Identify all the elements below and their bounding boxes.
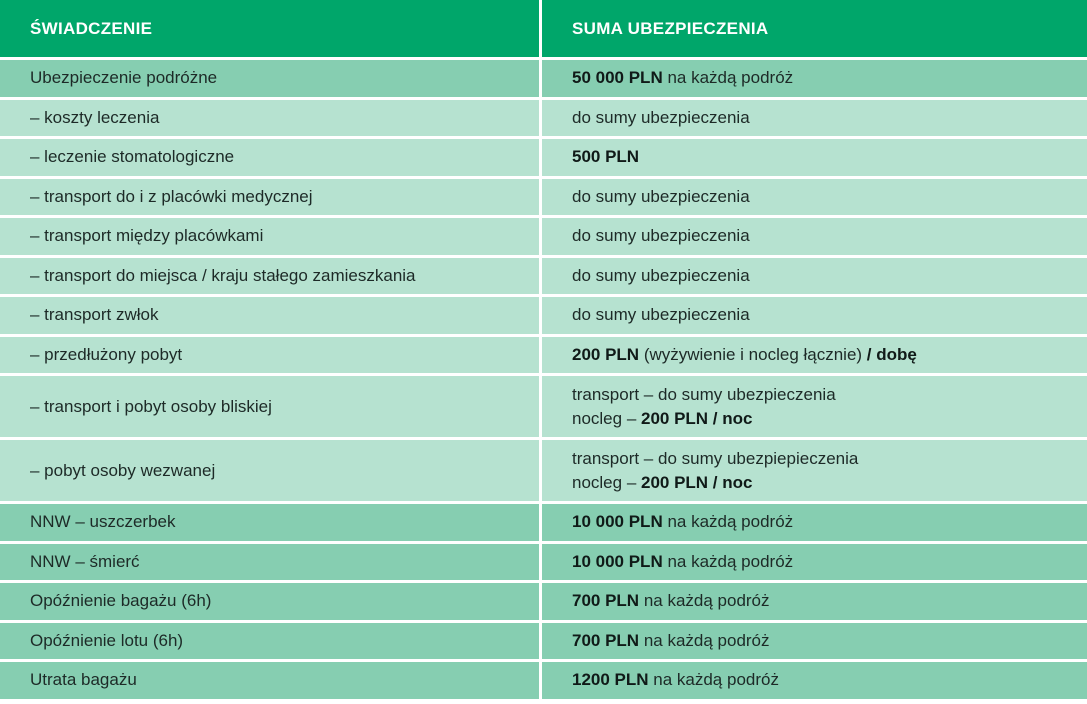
sum-value: 50 000 PLN na każdą podróż — [542, 60, 1087, 100]
header-sum-insured: SUMA UBEZPIECZENIA — [542, 0, 1087, 60]
sum-value: do sumy ubezpieczenia — [542, 100, 1087, 140]
sum-value: transport – do sumy ubezpieczenia nocleg – 200 PLN / noc — [542, 376, 1087, 440]
sum-value: transport – do sumy ubezpiepieczenia nocleg – 200 PLN / noc — [542, 440, 1087, 504]
sum-value: do sumy ubezpieczenia — [542, 218, 1087, 258]
sum-value: do sumy ubezpieczenia — [542, 258, 1087, 298]
benefit-label: – transport do miejsca / kraju stałego zamieszkania — [0, 258, 542, 298]
benefit-label: – leczenie stomatologiczne — [0, 139, 542, 179]
benefit-label: Utrata bagażu — [0, 662, 542, 702]
benefit-label: – transport do i z placówki medycznej — [0, 179, 542, 219]
sum-value: 1200 PLN na każdą podróż — [542, 662, 1087, 702]
benefit-label: Opóźnienie lotu (6h) — [0, 623, 542, 663]
sum-value: do sumy ubezpieczenia — [542, 297, 1087, 337]
benefit-label: NNW – śmierć — [0, 544, 542, 584]
header-benefit: ŚWIADCZENIE — [0, 0, 542, 60]
sum-value: 700 PLN na każdą podróż — [542, 583, 1087, 623]
benefit-label: – pobyt osoby wezwanej — [0, 440, 542, 504]
benefit-label: – koszty leczenia — [0, 100, 542, 140]
benefit-label: – transport między placówkami — [0, 218, 542, 258]
benefit-label: – transport zwłok — [0, 297, 542, 337]
sum-value: do sumy ubezpieczenia — [542, 179, 1087, 219]
sum-value: 500 PLN — [542, 139, 1087, 179]
sum-value: 10 000 PLN na każdą podróż — [542, 504, 1087, 544]
benefit-label: Ubezpieczenie podróżne — [0, 60, 542, 100]
sum-value: 700 PLN na każdą podróż — [542, 623, 1087, 663]
benefit-label: Opóźnienie bagażu (6h) — [0, 583, 542, 623]
sum-value: 10 000 PLN na każdą podróż — [542, 544, 1087, 584]
sum-value: 200 PLN (wyżywienie i nocleg łącznie) / dobę — [542, 337, 1087, 377]
benefit-label: NNW – uszczerbek — [0, 504, 542, 544]
benefit-label: – transport i pobyt osoby bliskiej — [0, 376, 542, 440]
benefit-label: – przedłużony pobyt — [0, 337, 542, 377]
